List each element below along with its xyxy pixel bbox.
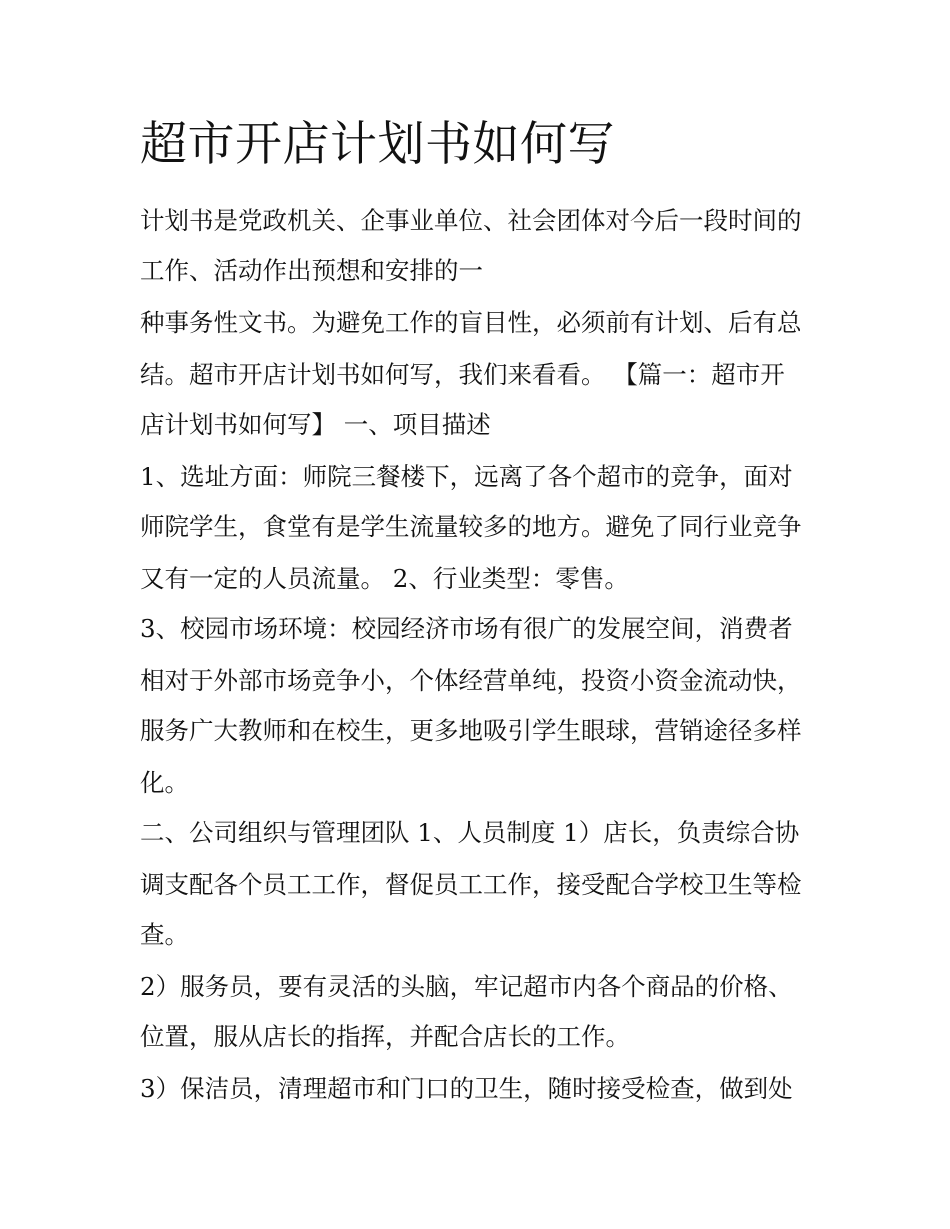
- body-line-5: 店计划书如何写】 一、项目描述: [140, 410, 491, 439]
- body-line-2: 工作、活动作出预想和安排的一: [140, 256, 483, 285]
- body-line-16: 2）服务员，要有灵活的头脑，牢记超市内各个商品的价格、: [140, 972, 793, 1001]
- body-line-18: 3）保洁员，清理超市和门口的卫生，随时接受检查，做到处: [140, 1074, 793, 1103]
- body-line-1: 计划书是党政机关、企事业单位、社会团体对今后一段时间的: [140, 206, 802, 235]
- body-line-14: 调支配各个员工工作，督促员工工作，接受配合学校卫生等检: [140, 870, 802, 899]
- body-line-13: 二、公司组织与管理团队 1、人员制度 1）店长，负责综合协: [140, 818, 800, 847]
- body-line-11: 服务广大教师和在校生，更多地吸引学生眼球，营销途径多样: [140, 716, 802, 745]
- body-line-9: 3、校园市场环境：校园经济市场有很广的发展空间，消费者: [140, 614, 793, 643]
- body-line-6: 1、选址方面：师院三餐楼下，远离了各个超市的竞争，面对: [140, 462, 793, 491]
- body-line-3: 种事务性文书。为避免工作的盲目性，必须前有计划、后有总: [140, 308, 802, 337]
- body-line-15: 查。: [140, 920, 189, 949]
- body-line-8: 又有一定的人员流量。 2、行业类型：零售。: [140, 564, 629, 593]
- body-line-12: 化。: [140, 768, 189, 797]
- body-line-17: 位置，服从店长的指挥，并配合店长的工作。: [140, 1022, 630, 1051]
- body-line-10: 相对于外部市场竞争小，个体经营单纯，投资小资金流动快，: [140, 666, 802, 695]
- body-line-4: 结。超市开店计划书如何写，我们来看看。 【篇一：超市开: [140, 360, 785, 389]
- document-title: 超市开店计划书如何写: [140, 117, 615, 172]
- body-line-7: 师院学生，食堂有是学生流量较多的地方。避免了同行业竞争: [140, 512, 802, 541]
